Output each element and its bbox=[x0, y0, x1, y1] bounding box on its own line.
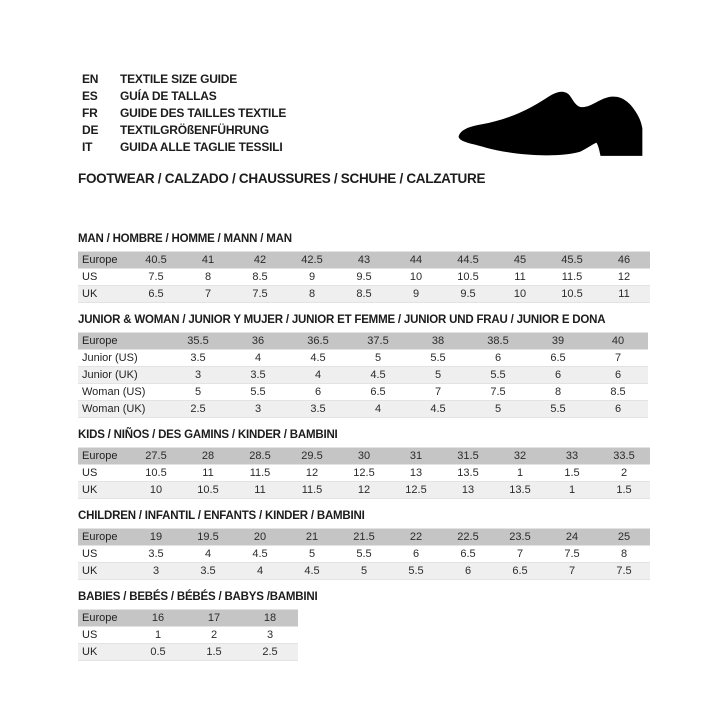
size-row bbox=[78, 448, 650, 465]
size-cell: 25 bbox=[598, 529, 650, 546]
size-cell: 6 bbox=[442, 563, 494, 580]
size-cell: 5.5 bbox=[390, 563, 442, 580]
size-cell: 7.5 bbox=[130, 269, 182, 286]
size-row-label: UK bbox=[78, 286, 130, 303]
language-row bbox=[82, 105, 286, 122]
size-row-label: Junior (UK) bbox=[78, 367, 168, 384]
size-cell: 44.5 bbox=[442, 252, 494, 269]
size-cell: 5.5 bbox=[228, 384, 288, 401]
size-cell: 5.5 bbox=[338, 546, 390, 563]
size-cell: 6.5 bbox=[130, 286, 182, 303]
size-cell: 6 bbox=[588, 401, 648, 418]
size-cell: 4.5 bbox=[348, 367, 408, 384]
size-table bbox=[78, 447, 650, 499]
language-code: IT bbox=[82, 140, 93, 154]
size-cell: 4.5 bbox=[288, 350, 348, 367]
size-cell: 3.5 bbox=[288, 401, 348, 418]
size-cell: 45.5 bbox=[546, 252, 598, 269]
language-label: GUÍA DE TALLAS bbox=[120, 89, 217, 103]
size-row bbox=[78, 333, 648, 350]
size-row bbox=[78, 482, 650, 499]
size-cell: 23.5 bbox=[494, 529, 546, 546]
size-cell: 44 bbox=[390, 252, 442, 269]
language-label: GUIDA ALLE TAGLIE TESSILI bbox=[120, 140, 283, 154]
language-row bbox=[82, 139, 286, 156]
size-cell: 40.5 bbox=[130, 252, 182, 269]
size-cell: 2 bbox=[186, 627, 242, 644]
size-cell: 7 bbox=[546, 563, 598, 580]
size-cell: 12 bbox=[286, 465, 338, 482]
size-cell: 1.5 bbox=[598, 482, 650, 499]
size-cell: 4.5 bbox=[234, 546, 286, 563]
size-table-section bbox=[78, 591, 653, 661]
size-cell: 30 bbox=[338, 448, 390, 465]
size-cell: 10.5 bbox=[182, 482, 234, 499]
size-cell: 31 bbox=[390, 448, 442, 465]
size-cell: 9 bbox=[286, 269, 338, 286]
size-table-title: CHILDREN / INFANTIL / ENFANTS / KINDER / BAMBINI bbox=[78, 510, 365, 522]
size-cell: 3 bbox=[242, 627, 298, 644]
size-table-section bbox=[78, 510, 653, 580]
size-cell: 5.5 bbox=[528, 401, 588, 418]
size-cell: 10.5 bbox=[546, 286, 598, 303]
size-cell: 3.5 bbox=[182, 563, 234, 580]
size-cell: 11.5 bbox=[286, 482, 338, 499]
size-cell: 1.5 bbox=[546, 465, 598, 482]
size-row-label: Europe bbox=[78, 252, 130, 269]
size-cell: 32 bbox=[494, 448, 546, 465]
size-cell: 4.5 bbox=[286, 563, 338, 580]
size-table-section bbox=[78, 429, 653, 499]
size-cell: 12 bbox=[598, 269, 650, 286]
size-cell: 3.5 bbox=[228, 367, 288, 384]
size-cell: 13.5 bbox=[442, 465, 494, 482]
size-cell: 11.5 bbox=[234, 465, 286, 482]
size-cell: 20 bbox=[234, 529, 286, 546]
size-cell: 36.5 bbox=[288, 333, 348, 350]
size-row bbox=[78, 529, 650, 546]
size-cell: 5.5 bbox=[408, 350, 468, 367]
size-cell: 5 bbox=[286, 546, 338, 563]
size-cell: 22 bbox=[390, 529, 442, 546]
size-cell: 4 bbox=[348, 401, 408, 418]
size-cell: 6 bbox=[528, 367, 588, 384]
language-code: ES bbox=[82, 89, 98, 103]
size-cell: 7.5 bbox=[468, 384, 528, 401]
size-table bbox=[78, 251, 650, 303]
size-row bbox=[78, 644, 298, 661]
size-row bbox=[78, 286, 650, 303]
size-cell: 29.5 bbox=[286, 448, 338, 465]
size-cell: 13 bbox=[390, 465, 442, 482]
size-cell: 28.5 bbox=[234, 448, 286, 465]
size-cell: 3 bbox=[168, 367, 228, 384]
size-cell: 10.5 bbox=[442, 269, 494, 286]
size-cell: 38.5 bbox=[468, 333, 528, 350]
size-cell: 28 bbox=[182, 448, 234, 465]
size-row bbox=[78, 563, 650, 580]
size-cell: 2 bbox=[598, 465, 650, 482]
size-cell: 33 bbox=[546, 448, 598, 465]
language-row bbox=[82, 71, 286, 88]
size-cell: 5 bbox=[168, 384, 228, 401]
size-row-label: US bbox=[78, 627, 130, 644]
size-cell: 8 bbox=[598, 546, 650, 563]
size-cell: 21.5 bbox=[338, 529, 390, 546]
language-label: TEXTILE SIZE GUIDE bbox=[120, 72, 238, 86]
size-cell: 6.5 bbox=[494, 563, 546, 580]
size-cell: 6.5 bbox=[528, 350, 588, 367]
size-tables bbox=[78, 233, 653, 672]
size-table-title: MAN / HOMBRE / HOMME / MANN / MAN bbox=[78, 233, 292, 245]
size-cell: 1 bbox=[130, 627, 186, 644]
size-cell: 11 bbox=[494, 269, 546, 286]
shoe-icon bbox=[455, 64, 650, 161]
size-cell: 7 bbox=[494, 546, 546, 563]
size-cell: 11 bbox=[598, 286, 650, 303]
size-cell: 5.5 bbox=[468, 367, 528, 384]
size-cell: 4.5 bbox=[408, 401, 468, 418]
size-row-label: Woman (UK) bbox=[78, 401, 168, 418]
size-cell: 5 bbox=[348, 350, 408, 367]
size-cell: 8 bbox=[528, 384, 588, 401]
size-cell: 3 bbox=[228, 401, 288, 418]
size-cell: 13.5 bbox=[494, 482, 546, 499]
size-table-section bbox=[78, 233, 653, 303]
size-cell: 9.5 bbox=[442, 286, 494, 303]
size-cell: 27.5 bbox=[130, 448, 182, 465]
size-cell: 10 bbox=[390, 269, 442, 286]
size-row-label: US bbox=[78, 269, 130, 286]
size-row bbox=[78, 401, 648, 418]
size-row-label: UK bbox=[78, 563, 130, 580]
language-list bbox=[82, 71, 286, 156]
size-cell: 41 bbox=[182, 252, 234, 269]
size-row-label: Europe bbox=[78, 610, 130, 627]
size-cell: 37.5 bbox=[348, 333, 408, 350]
size-cell: 24 bbox=[546, 529, 598, 546]
size-cell: 11.5 bbox=[546, 269, 598, 286]
size-row-label: Junior (US) bbox=[78, 350, 168, 367]
language-label: GUIDE DES TAILLES TEXTILE bbox=[120, 106, 287, 120]
size-cell: 16 bbox=[130, 610, 186, 627]
size-row bbox=[78, 367, 648, 384]
size-cell: 7.5 bbox=[234, 286, 286, 303]
size-table-title: JUNIOR & WOMAN / JUNIOR Y MUJER / JUNIOR ET FEMME / JUNIOR UND FRAU / JUNIOR E DONA bbox=[78, 314, 606, 326]
size-row-label: UK bbox=[78, 644, 130, 661]
language-row bbox=[82, 122, 286, 139]
size-cell: 7.5 bbox=[546, 546, 598, 563]
size-cell: 2.5 bbox=[168, 401, 228, 418]
category-heading: FOOTWEAR / CALZADO / CHAUSSURES / SCHUHE / CALZATURE bbox=[78, 171, 486, 186]
size-cell: 12.5 bbox=[390, 482, 442, 499]
language-code: DE bbox=[82, 123, 99, 137]
size-cell: 42 bbox=[234, 252, 286, 269]
size-cell: 6 bbox=[468, 350, 528, 367]
size-cell: 5 bbox=[408, 367, 468, 384]
size-cell: 6 bbox=[588, 367, 648, 384]
size-cell: 11 bbox=[234, 482, 286, 499]
size-cell: 35.5 bbox=[168, 333, 228, 350]
size-row-label: UK bbox=[78, 482, 130, 499]
size-table bbox=[78, 332, 648, 418]
size-cell: 3.5 bbox=[168, 350, 228, 367]
size-cell: 31.5 bbox=[442, 448, 494, 465]
size-cell: 46 bbox=[598, 252, 650, 269]
size-cell: 6 bbox=[390, 546, 442, 563]
size-cell: 33.5 bbox=[598, 448, 650, 465]
size-cell: 7 bbox=[182, 286, 234, 303]
size-cell: 42.5 bbox=[286, 252, 338, 269]
size-row-label: US bbox=[78, 546, 130, 563]
size-cell: 8 bbox=[182, 269, 234, 286]
size-cell: 9.5 bbox=[338, 269, 390, 286]
size-cell: 1 bbox=[546, 482, 598, 499]
size-cell: 4 bbox=[182, 546, 234, 563]
size-cell: 12 bbox=[338, 482, 390, 499]
size-cell: 18 bbox=[242, 610, 298, 627]
size-cell: 3.5 bbox=[130, 546, 182, 563]
size-cell: 4 bbox=[228, 350, 288, 367]
size-cell: 36 bbox=[228, 333, 288, 350]
size-row-label: Europe bbox=[78, 448, 130, 465]
size-table bbox=[78, 528, 650, 580]
size-row bbox=[78, 610, 298, 627]
size-row bbox=[78, 350, 648, 367]
size-cell: 3 bbox=[130, 563, 182, 580]
size-row bbox=[78, 546, 650, 563]
size-row bbox=[78, 384, 648, 401]
size-cell: 8 bbox=[286, 286, 338, 303]
size-cell: 10 bbox=[130, 482, 182, 499]
size-cell: 5 bbox=[468, 401, 528, 418]
size-cell: 2.5 bbox=[242, 644, 298, 661]
size-row-label: US bbox=[78, 465, 130, 482]
size-cell: 7.5 bbox=[598, 563, 650, 580]
size-cell: 17 bbox=[186, 610, 242, 627]
size-cell: 6 bbox=[288, 384, 348, 401]
size-cell: 5 bbox=[338, 563, 390, 580]
size-cell: 9 bbox=[390, 286, 442, 303]
size-cell: 7 bbox=[588, 350, 648, 367]
language-row bbox=[82, 88, 286, 105]
size-cell: 10.5 bbox=[130, 465, 182, 482]
size-cell: 4 bbox=[288, 367, 348, 384]
size-row-label: Europe bbox=[78, 333, 168, 350]
size-table bbox=[78, 609, 298, 661]
shoe-icon-path bbox=[459, 92, 643, 156]
size-row-label: Woman (US) bbox=[78, 384, 168, 401]
size-cell: 19 bbox=[130, 529, 182, 546]
size-cell: 10 bbox=[494, 286, 546, 303]
language-code: EN bbox=[82, 72, 99, 86]
size-cell: 40 bbox=[588, 333, 648, 350]
size-cell: 1.5 bbox=[186, 644, 242, 661]
size-cell: 6.5 bbox=[442, 546, 494, 563]
size-table-section bbox=[78, 314, 653, 418]
size-cell: 0.5 bbox=[130, 644, 186, 661]
size-cell: 43 bbox=[338, 252, 390, 269]
size-table-title: BABIES / BEBÉS / BÉBÉS / BABYS /BAMBINI bbox=[78, 591, 318, 603]
size-cell: 8.5 bbox=[588, 384, 648, 401]
size-cell: 21 bbox=[286, 529, 338, 546]
size-cell: 4 bbox=[234, 563, 286, 580]
size-cell: 1 bbox=[494, 465, 546, 482]
size-cell: 38 bbox=[408, 333, 468, 350]
size-cell: 11 bbox=[182, 465, 234, 482]
size-row bbox=[78, 252, 650, 269]
size-cell: 8.5 bbox=[234, 269, 286, 286]
size-table-title: KIDS / NIÑOS / DES GAMINS / KINDER / BAMBINI bbox=[78, 429, 338, 441]
size-cell: 13 bbox=[442, 482, 494, 499]
size-cell: 6.5 bbox=[348, 384, 408, 401]
size-cell: 22.5 bbox=[442, 529, 494, 546]
size-cell: 7 bbox=[408, 384, 468, 401]
size-cell: 12.5 bbox=[338, 465, 390, 482]
size-row bbox=[78, 627, 298, 644]
language-label: TEXTILGRÖßENFÜHRUNG bbox=[120, 123, 269, 137]
size-row bbox=[78, 465, 650, 482]
size-row bbox=[78, 269, 650, 286]
size-cell: 19.5 bbox=[182, 529, 234, 546]
language-code: FR bbox=[82, 106, 98, 120]
size-cell: 39 bbox=[528, 333, 588, 350]
size-cell: 8.5 bbox=[338, 286, 390, 303]
size-row-label: Europe bbox=[78, 529, 130, 546]
size-cell: 45 bbox=[494, 252, 546, 269]
